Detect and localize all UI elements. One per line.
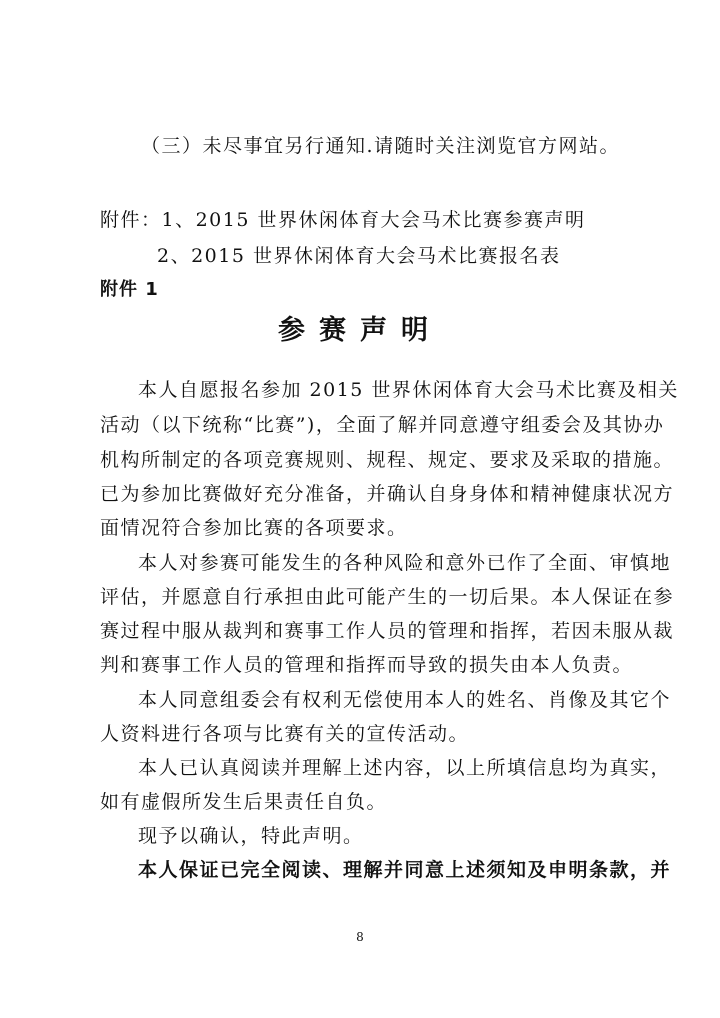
page-title: 参赛声明 [278,315,442,346]
paragraph-3-line-2: 人资料进行各项与比赛有关的宣传活动。 [100,723,470,745]
paragraph-1-line-4: 已为参加比赛做好充分准备，并确认自身身体和精神健康状况方 [100,483,675,505]
attachment-label: 附件 1 [100,279,159,300]
attachment-list-item-1: 附件：1、2015 世界休闲体育大会马术比赛参赛声明 [100,209,586,231]
paragraph-1-line-5: 面情况符合参加比赛的各项要求。 [100,517,408,539]
notice-line: （三）未尽事宜另行通知.请随时关注浏览官方网站。 [141,135,621,157]
paragraph-1-line-1: 本人自愿报名参加 2015 世界休闲体育大会马术比赛及相关 [138,379,679,401]
paragraph-6-bold: 本人保证已完全阅读、理解并同意上述须知及申明条款，并 [138,859,672,881]
paragraph-2-line-1: 本人对参赛可能发生的各种风险和意外已作了全面、审慎地 [138,552,672,574]
attachment-list-item-2: 2、2015 世界休闲体育大会马术比赛报名表 [157,245,561,267]
paragraph-1-line-3: 机构所制定的各项竞赛规则、规程、规定、要求及采取的措施。 [100,449,675,471]
paragraph-2-line-2: 评估，并愿意自行承担由此可能产生的一切后果。本人保证在参 [100,586,675,608]
page-number: 8 [356,930,364,944]
paragraph-2-line-4: 判和赛事工作人员的管理和指挥而导致的损失由本人负责。 [100,654,634,676]
paragraph-5: 现予以确认，特此声明。 [138,825,364,847]
paragraph-3-line-1: 本人同意组委会有权利无偿使用本人的姓名、肖像及其它个 [138,689,672,711]
paragraph-4-line-2: 如有虚假所发生后果责任自负。 [100,791,388,813]
paragraph-1-line-2: 活动（以下统称“比赛”)，全面了解并同意遵守组委会及其协办 [100,414,665,436]
paragraph-2-line-3: 赛过程中服从裁判和赛事工作人员的管理和指挥，若因未服从裁 [100,620,675,642]
paragraph-4-line-1: 本人已认真阅读并理解上述内容，以上所填信息均为真实， [138,757,672,779]
